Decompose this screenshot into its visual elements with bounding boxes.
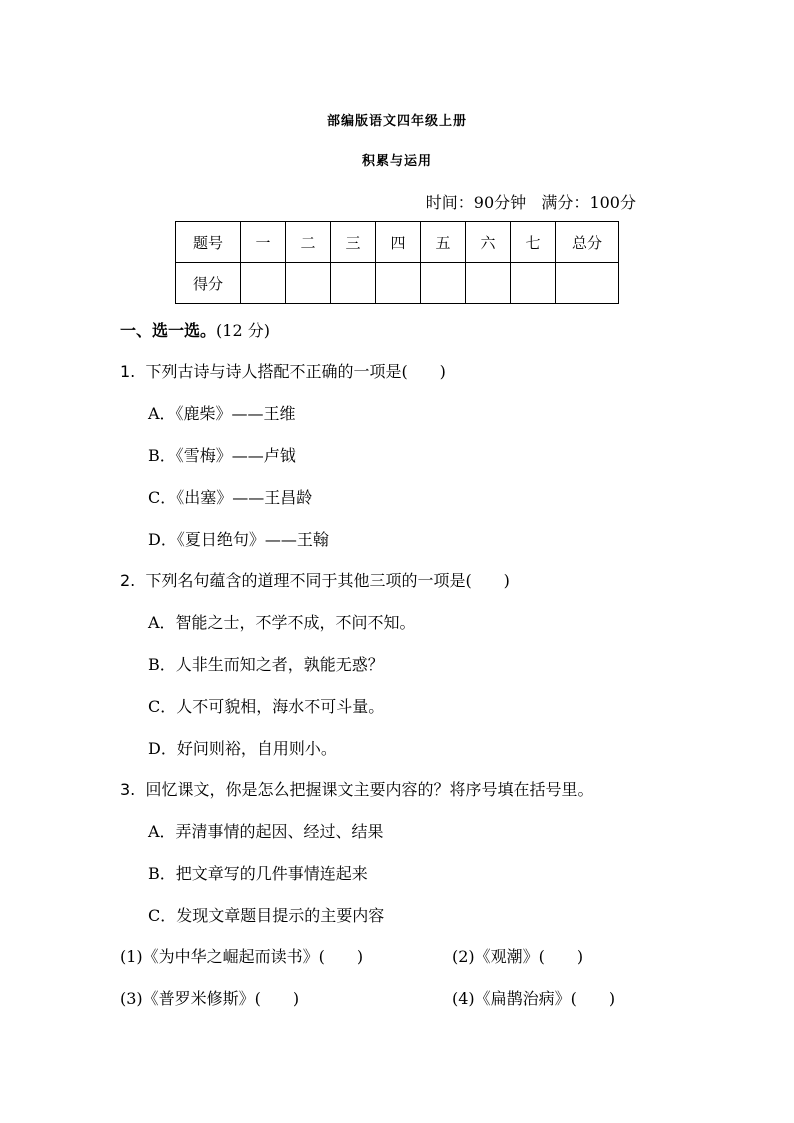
score-table-score-row xyxy=(176,263,619,304)
question-text: 下列古诗与诗人搭配不正确的一项是( ) xyxy=(145,362,446,381)
q2-option-a[interactable]: A．智能之士，不学不成，不问不知。 xyxy=(148,613,416,632)
score-cell[interactable] xyxy=(511,263,556,304)
header-cell: 题号 xyxy=(176,222,241,263)
header-cell: 四 xyxy=(376,222,421,263)
q3-option-b: B．把文章写的几件事情连起来 xyxy=(148,864,368,883)
q2-option-c[interactable]: C．人不可貌相，海水不可斗量。 xyxy=(148,697,385,716)
header-cell: 二 xyxy=(286,222,331,263)
header-cell: 七 xyxy=(511,222,556,263)
score-value: 100 xyxy=(589,193,620,212)
score-cell[interactable] xyxy=(286,263,331,304)
score-unit: 分 xyxy=(619,193,636,212)
q2-option-b[interactable]: B．人非生而知之者，孰能无惑？ xyxy=(148,655,384,674)
score-cell[interactable] xyxy=(241,263,286,304)
q3-item-4[interactable]: (4)《扁鹊治病》( ) xyxy=(452,989,616,1008)
time-label: 时间： xyxy=(425,193,474,212)
header-cell: 五 xyxy=(421,222,466,263)
header-cell: 三 xyxy=(331,222,376,263)
document-title: 部编版语文四年级上册 xyxy=(326,114,467,129)
q1-option-a[interactable]: A．《鹿柴》——王维 xyxy=(148,404,296,423)
question-number: 2. xyxy=(120,571,136,590)
q1-option-b[interactable]: B．《雪梅》——卢钺 xyxy=(148,446,296,465)
exam-meta xyxy=(426,190,636,213)
score-table-header-row xyxy=(176,222,619,263)
header-cell: 一 xyxy=(241,222,286,263)
question-number: 3. xyxy=(120,780,136,799)
q2-option-d[interactable]: D．好问则裕，自用则小。 xyxy=(148,739,337,758)
q3-item-3[interactable]: (3)《普罗米修斯》( ) xyxy=(120,989,300,1008)
time-value: 90 xyxy=(473,193,495,212)
section-1-title: 一、选一选。 xyxy=(120,321,217,340)
score-cell[interactable] xyxy=(421,263,466,304)
q1-option-c[interactable]: C．《出塞》——王昌龄 xyxy=(148,488,313,507)
question-number: 1. xyxy=(120,362,136,381)
section-1-points: (12 分) xyxy=(216,321,270,340)
header-cell: 总分 xyxy=(556,222,619,263)
q3-item-1[interactable]: (1)《为中华之崛起而读书》( ) xyxy=(120,947,364,966)
question-2 xyxy=(120,568,510,591)
header-cell: 六 xyxy=(466,222,511,263)
question-text: 下列名句蕴含的道理不同于其他三项的一项是( ) xyxy=(145,571,510,590)
score-table xyxy=(175,221,619,304)
score-label: 满分： xyxy=(541,193,590,212)
time-unit: 分钟 xyxy=(494,193,527,212)
score-row-label: 得分 xyxy=(176,263,241,304)
question-1 xyxy=(120,359,446,382)
question-3 xyxy=(120,777,593,800)
question-text: 回忆课文，你是怎么把握课文主要内容的？将序号填在括号里。 xyxy=(145,780,594,799)
section-1-heading xyxy=(120,318,270,341)
q3-option-c: C．发现文章题目提示的主要内容 xyxy=(148,906,385,925)
q3-item-2[interactable]: (2)《观潮》( ) xyxy=(452,947,584,966)
q3-option-a: A．弄清事情的起因、经过、结果 xyxy=(148,822,384,841)
score-cell[interactable] xyxy=(331,263,376,304)
document-subtitle: 积累与运用 xyxy=(361,154,432,169)
q1-option-d[interactable]: D．《夏日绝句》——王翰 xyxy=(148,530,329,549)
score-cell[interactable] xyxy=(376,263,421,304)
score-cell[interactable] xyxy=(556,263,619,304)
score-cell[interactable] xyxy=(466,263,511,304)
